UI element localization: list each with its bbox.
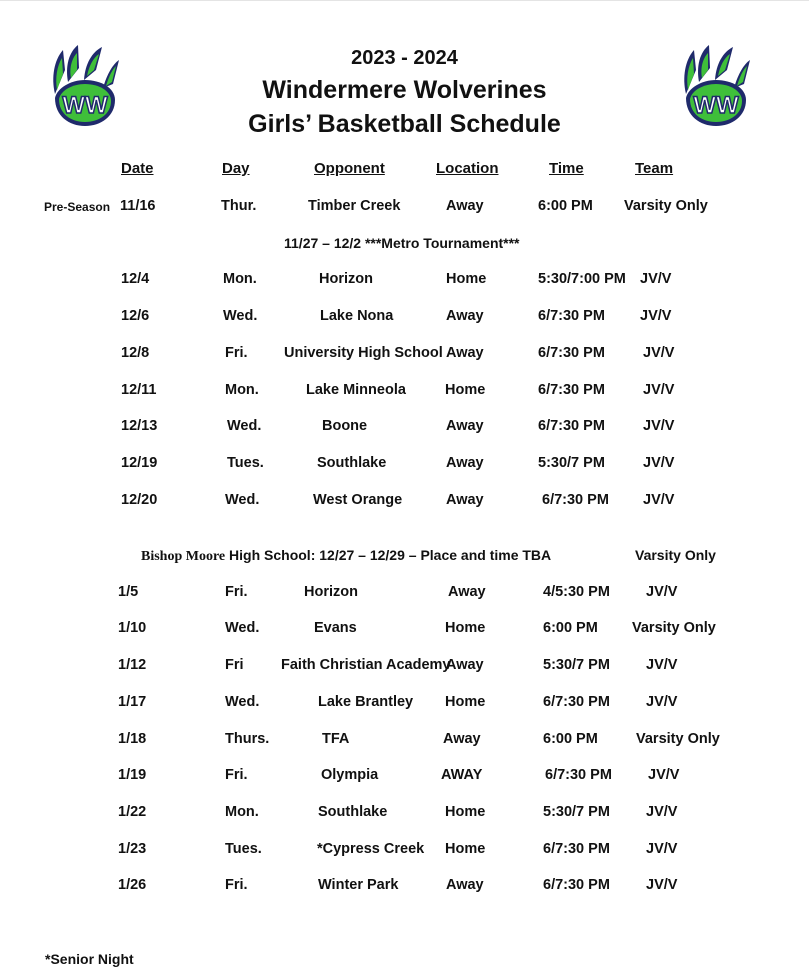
- game-date: 12/4: [121, 271, 150, 287]
- game-location: Home: [445, 841, 486, 857]
- game-location: AWAY: [441, 767, 483, 783]
- game-team: JV/V: [643, 492, 675, 508]
- game-opponent: Horizon: [319, 271, 373, 287]
- game-time: 6/7:30 PM: [545, 767, 612, 783]
- game-day: Tues.: [227, 455, 264, 471]
- game-time: 6/7:30 PM: [543, 841, 610, 857]
- column-header-time: Time: [549, 160, 584, 177]
- game-day: Wed.: [225, 620, 260, 636]
- column-header-opponent: Opponent: [314, 160, 385, 177]
- game-date: 1/18: [118, 731, 147, 747]
- game-team: JV/V: [643, 418, 675, 434]
- game-day: Wed.: [227, 418, 262, 434]
- game-day: Wed.: [223, 308, 258, 324]
- game-team: JV/V: [643, 455, 675, 471]
- game-time: 6/7:30 PM: [538, 382, 605, 398]
- game-team: JV/V: [648, 767, 680, 783]
- game-location: Away: [448, 584, 486, 600]
- metro-tournament-note: 11/27 – 12/2 ***Metro Tournament***: [284, 235, 520, 251]
- game-location: Home: [445, 694, 486, 710]
- game-team: JV/V: [646, 694, 678, 710]
- bishop-moore-note: [141, 547, 551, 565]
- game-day: Thur.: [221, 198, 257, 214]
- game-location: Away: [446, 345, 484, 361]
- game-day: Mon.: [223, 271, 257, 287]
- game-day: Fri.: [225, 345, 248, 361]
- game-opponent: Southlake: [318, 804, 388, 820]
- game-date: 1/12: [118, 657, 147, 673]
- game-location: Home: [445, 620, 486, 636]
- game-team: JV/V: [646, 584, 678, 600]
- game-opponent: Lake Minneola: [306, 382, 406, 398]
- bishop-moore-name: Bishop Moore: [141, 549, 226, 564]
- game-location: Away: [446, 455, 484, 471]
- game-time: 6/7:30 PM: [538, 308, 605, 324]
- game-date: 1/26: [118, 877, 147, 893]
- game-opponent: Boone: [322, 418, 368, 434]
- game-opponent: Evans: [314, 620, 357, 636]
- preseason-label: Pre-Season: [44, 200, 111, 214]
- game-time: 5:30/7 PM: [543, 804, 610, 820]
- game-opponent: Faith Christian Academy: [281, 657, 451, 673]
- season-heading: 2023 - 2024: [351, 47, 458, 69]
- game-day: Thurs.: [225, 731, 270, 747]
- game-date: 1/19: [118, 767, 147, 783]
- game-location: Away: [446, 877, 484, 893]
- game-opponent: Winter Park: [318, 877, 399, 893]
- paw-ww-mark: WW: [62, 92, 108, 119]
- game-date: 1/22: [118, 804, 147, 820]
- game-location: Home: [445, 804, 486, 820]
- game-team: JV/V: [643, 382, 675, 398]
- game-date: 12/11: [121, 382, 157, 398]
- game-opponent: Olympia: [321, 767, 379, 783]
- game-time: 6/7:30 PM: [543, 877, 610, 893]
- schedule-title: Girls’ Basketball Schedule: [248, 110, 561, 138]
- game-location: Away: [446, 198, 484, 214]
- game-location: Away: [446, 418, 484, 434]
- game-location: Away: [446, 657, 484, 673]
- game-opponent: Timber Creek: [308, 198, 401, 214]
- game-location: Home: [446, 271, 487, 287]
- game-team: JV/V: [646, 841, 678, 857]
- game-location: Away: [446, 492, 484, 508]
- game-time: 6/7:30 PM: [543, 694, 610, 710]
- game-opponent: Horizon: [304, 584, 358, 600]
- game-opponent: *Cypress Creek: [317, 841, 425, 857]
- game-time: 6/7:30 PM: [538, 418, 605, 434]
- game-team: Varsity Only: [632, 620, 716, 636]
- game-time: 5:30/7 PM: [543, 657, 610, 673]
- column-header-team: Team: [635, 160, 674, 177]
- game-team: JV/V: [646, 804, 678, 820]
- game-time: 6/7:30 PM: [542, 492, 609, 508]
- game-day: Fri.: [225, 584, 248, 600]
- game-time: 6:00 PM: [543, 731, 598, 747]
- game-day: Mon.: [225, 804, 259, 820]
- game-day: Fri: [225, 657, 244, 673]
- game-date: 12/13: [121, 418, 158, 434]
- game-team: Varsity Only: [636, 731, 720, 747]
- game-date: 1/17: [118, 694, 147, 710]
- game-date: 1/5: [118, 584, 139, 600]
- column-header-date: Date: [121, 160, 154, 177]
- game-opponent: Lake Brantley: [318, 694, 414, 710]
- game-location: Away: [443, 731, 481, 747]
- game-date: 12/19: [121, 455, 158, 471]
- game-date: 1/23: [118, 841, 147, 857]
- game-date: 1/10: [118, 620, 147, 636]
- game-time: 5:30/7:00 PM: [538, 271, 626, 287]
- game-time: 6:00 PM: [538, 198, 593, 214]
- game-day: Mon.: [225, 382, 259, 398]
- game-location: Home: [445, 382, 486, 398]
- game-opponent: Southlake: [317, 455, 387, 471]
- game-opponent: TFA: [322, 731, 350, 747]
- game-day: Wed.: [225, 694, 260, 710]
- game-time: 6:00 PM: [543, 620, 598, 636]
- page-top-border: [0, 0, 809, 1]
- game-team: Varsity Only: [624, 198, 708, 214]
- game-day: Wed.: [225, 492, 260, 508]
- game-team: JV/V: [646, 657, 678, 673]
- game-opponent: West Orange: [313, 492, 403, 508]
- game-time: 6/7:30 PM: [538, 345, 605, 361]
- game-time: 5:30/7 PM: [538, 455, 605, 471]
- game-time: 4/5:30 PM: [543, 584, 610, 600]
- game-date: 12/20: [121, 492, 158, 508]
- senior-night-footnote: *Senior Night: [45, 951, 134, 967]
- game-day: Fri.: [225, 877, 248, 893]
- game-day: Fri.: [225, 767, 248, 783]
- column-header-day: Day: [222, 160, 250, 177]
- game-team: JV/V: [640, 308, 672, 324]
- game-opponent: Lake Nona: [320, 308, 394, 324]
- school-heading: Windermere Wolverines: [262, 76, 547, 104]
- game-location: Away: [446, 308, 484, 324]
- paw-ww-mark: WW: [693, 92, 739, 119]
- game-team: JV/V: [640, 271, 672, 287]
- game-date: 12/8: [121, 345, 150, 361]
- game-opponent: University High School: [284, 345, 443, 361]
- bishop-moore-details: High School: 12/27 – 12/29 – Place and time TBA: [225, 547, 552, 563]
- column-header-location: Location: [436, 160, 499, 177]
- game-team: JV/V: [646, 877, 678, 893]
- game-date: 12/6: [121, 308, 150, 324]
- game-date: 11/16: [120, 198, 156, 214]
- game-day: Tues.: [225, 841, 262, 857]
- bishop-moore-team: Varsity Only: [635, 547, 716, 563]
- game-team: JV/V: [643, 345, 675, 361]
